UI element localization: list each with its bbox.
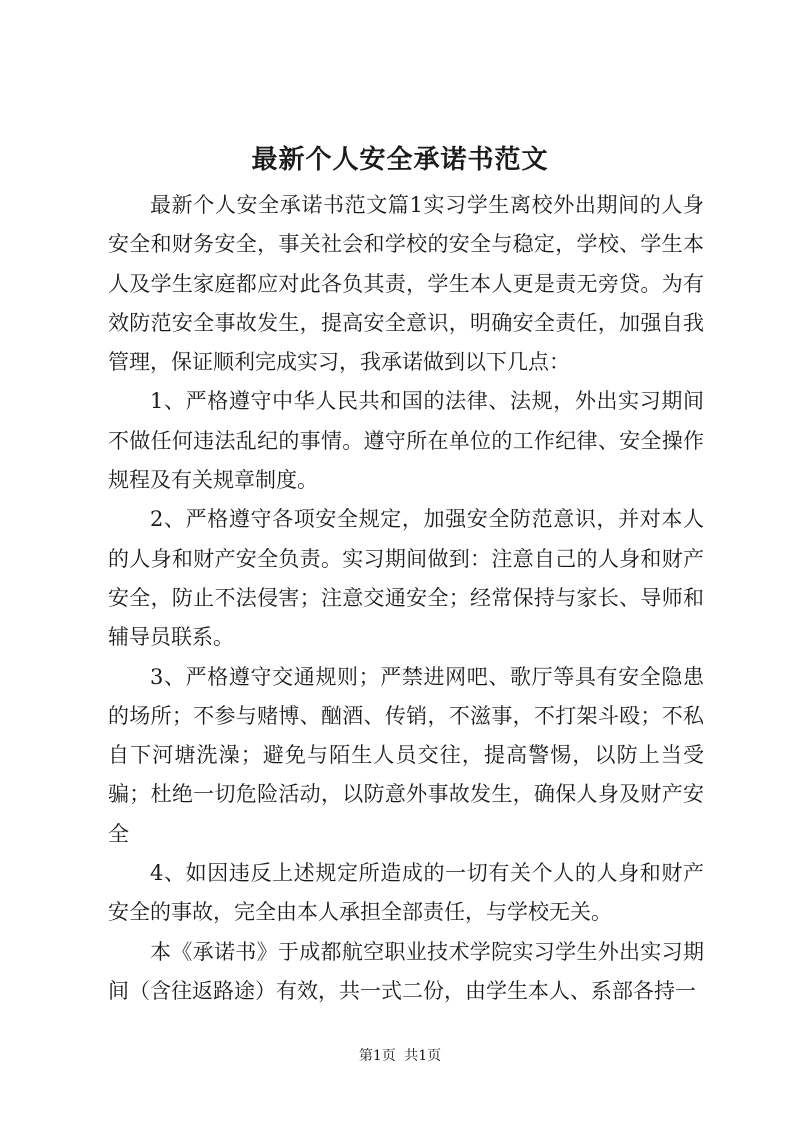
paragraph-item-2: 2、严格遵守各项安全规定，加强安全防范意识，并对本人的人身和财产安全负责。实习期间做到：注意自己的人身和财产安全，防止不法侵害；注意交通安全；经常保持与家长、导师和辅导员联系。 (108, 507, 704, 650)
paragraph-item-4: 4、如因违反上述规定所造成的一切有关个人的人身和财产安全的事故，完全由本人承担全部责任，与学校无关。 (108, 861, 704, 925)
paragraph-item-3: 3、严格遵守交通规则；严禁进网吧、歌厅等具有安全隐患的场所；不参与赌博、酗酒、传销，不滋事，不打架斗殴；不私自下河塘洗澡；避免与陌生人员交往，提高警惕，以防上当受骗；杜绝一切危险活动，以防意外事故发生，确保人身及财产安全 (108, 664, 704, 846)
page-total: 共1页 (404, 1048, 442, 1064)
document-title: 最新个人安全承诺书范文 (251, 145, 549, 175)
page-number: 第1页 (358, 1048, 396, 1064)
paragraph-validity: 本《承诺书》于成都航空职业技术学院实习学生外出实习期间（含往返路途）有效，共一式二份，由学生本人、系部各持一 (108, 939, 704, 1003)
paragraph-intro: 最新个人安全承诺书范文篇1实习学生离校外出期间的人身安全和财务安全，事关社会和学校的安全与稳定，学校、学生本人及学生家庭都应对此各负其责，学生本人更是责无旁贷。为有效防范安全事故发生，提高安全意识，明确安全责任，加强自我管理，保证顺利完成实习，我承诺做到以下几点： (108, 193, 704, 375)
document-body (108, 186, 704, 1011)
page-footer (0, 1046, 800, 1066)
paragraph-item-1: 1、严格遵守中华人民共和国的法律、法规，外出实习期间不做任何违法乱纪的事情。遵守所在单位的工作纪律、安全操作规程及有关规章制度。 (108, 389, 704, 493)
